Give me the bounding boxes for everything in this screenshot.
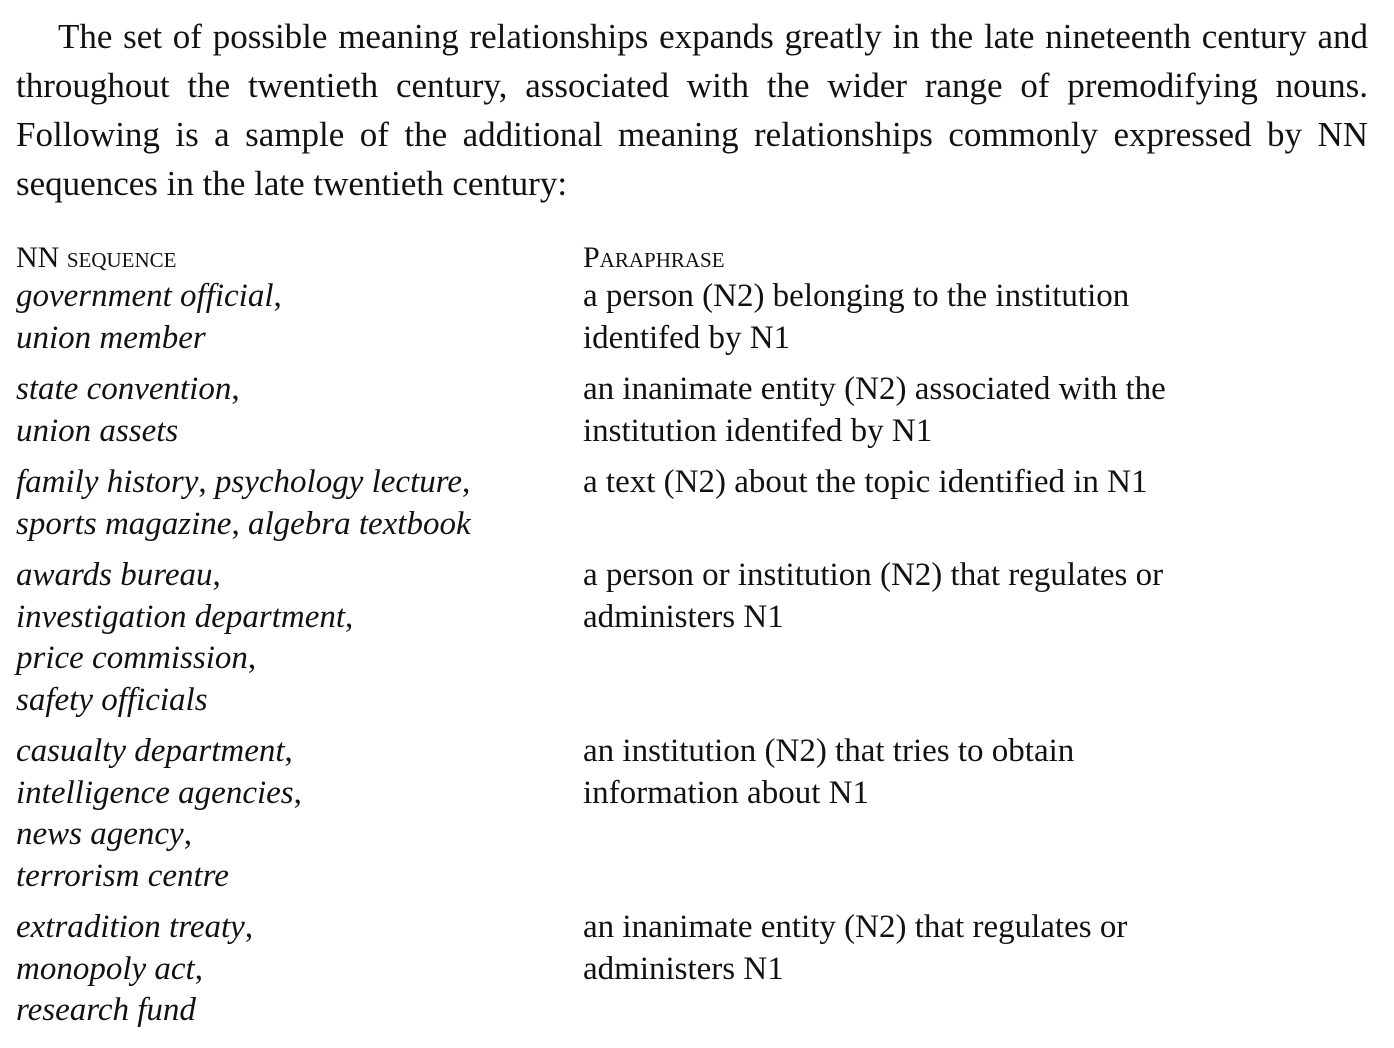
table-header xyxy=(16,240,1368,276)
intro-paragraph: The set of possible meaning relationships expands greatly in the late nineteenth century and throughout the twentieth century, associated with the wider range of premodifying nouns. Following is a sample of the additional meaning relationships commonly expressed by NN sequences in the late twentieth century: xyxy=(16,17,1368,203)
table-row xyxy=(16,369,1368,452)
punctuation: , xyxy=(273,278,282,314)
paraphrase-line: a person or institution (N2) that regulates or xyxy=(583,557,1164,593)
nn-term: union member xyxy=(16,319,206,356)
nn-term: investigation department xyxy=(16,598,346,635)
punctuation: , xyxy=(345,598,354,635)
nn-term: family history xyxy=(16,464,199,500)
sequence-line xyxy=(16,462,576,504)
nn-term: government official xyxy=(16,278,274,314)
sequence-line xyxy=(16,990,576,1032)
nn-term: awards bureau xyxy=(16,557,213,593)
punctuation: , xyxy=(183,816,192,852)
paraphrase-cell xyxy=(583,276,1263,359)
table-row xyxy=(16,276,1368,359)
nn-term: safety officials xyxy=(16,681,208,718)
nn-term: research fund xyxy=(16,992,196,1028)
nn-sequence-cell xyxy=(16,369,576,452)
document-page xyxy=(16,12,1368,1028)
nn-sequence-table xyxy=(16,240,1368,1032)
nn-term: extradition treaty xyxy=(16,909,245,945)
paraphrase-line: a person (N2) belonging to the institution xyxy=(583,278,1130,314)
paraphrase-line: identifed by N1 xyxy=(583,319,791,356)
sequence-line xyxy=(16,856,576,898)
sequence-line xyxy=(16,318,576,360)
paraphrase-cell xyxy=(583,555,1263,638)
punctuation: , xyxy=(212,557,221,593)
punctuation: , xyxy=(462,464,471,500)
sequence-line xyxy=(16,369,576,411)
sequence-line xyxy=(16,907,576,949)
punctuation: , xyxy=(231,505,248,542)
table-row xyxy=(16,462,1368,545)
nn-sequence-cell xyxy=(16,555,576,721)
punctuation: , xyxy=(231,371,240,407)
nn-sequence-cell xyxy=(16,907,576,1032)
nn-term: news agency xyxy=(16,816,184,852)
nn-term: psychology lecture xyxy=(214,464,463,500)
nn-term: algebra textbook xyxy=(247,505,471,542)
sequence-line xyxy=(16,504,576,546)
paraphrase-line: an institution (N2) that tries to obtain xyxy=(583,733,1075,769)
paraphrase-line: administers N1 xyxy=(583,598,784,635)
punctuation: , xyxy=(244,909,254,945)
paraphrase-cell xyxy=(583,907,1263,990)
paraphrase-cell xyxy=(583,369,1263,452)
table-row xyxy=(16,731,1368,897)
nn-term: terrorism centre xyxy=(16,857,229,894)
sequence-line xyxy=(16,773,576,815)
nn-term: price commission xyxy=(16,640,248,676)
sequence-line xyxy=(16,949,576,991)
paraphrase-line: information about N1 xyxy=(583,774,869,811)
sequence-line xyxy=(16,411,576,453)
nn-term: state convention xyxy=(16,371,232,407)
sequence-line xyxy=(16,597,576,639)
nn-sequence-cell xyxy=(16,276,576,359)
sequence-line xyxy=(16,555,576,597)
paraphrase-cell xyxy=(583,462,1263,504)
paraphrase-cell xyxy=(583,731,1263,814)
nn-term: intelligence agencies xyxy=(16,774,294,811)
paraphrase-line: an inanimate entity (N2) that regulates or xyxy=(583,909,1128,945)
sequence-line xyxy=(16,731,576,773)
nn-sequence-cell xyxy=(16,731,576,897)
table-row xyxy=(16,907,1368,1032)
sequence-line xyxy=(16,276,576,318)
punctuation: , xyxy=(247,640,257,676)
nn-term: union assets xyxy=(16,412,179,449)
sequence-line xyxy=(16,680,576,722)
paraphrase-line: administers N1 xyxy=(583,950,784,987)
nn-term: monopoly act xyxy=(16,950,195,987)
sequence-line xyxy=(16,638,576,680)
table-row xyxy=(16,555,1368,721)
punctuation: , xyxy=(198,464,215,500)
header-nn-sequence: NN sequence xyxy=(16,241,177,274)
table-body xyxy=(16,276,1368,1032)
paraphrase-line: an inanimate entity (N2) associated with the xyxy=(583,371,1166,407)
nn-term: casualty department xyxy=(16,733,285,769)
paraphrase-line: a text (N2) about the topic identified in N1 xyxy=(583,464,1148,500)
punctuation: , xyxy=(293,774,302,811)
nn-sequence-cell xyxy=(16,462,576,545)
punctuation: , xyxy=(284,733,293,769)
header-paraphrase: Paraphrase xyxy=(583,241,725,274)
nn-term: sports magazine xyxy=(16,505,232,542)
punctuation: , xyxy=(194,950,203,987)
sequence-line xyxy=(16,814,576,856)
paraphrase-line: institution identifed by N1 xyxy=(583,412,933,449)
